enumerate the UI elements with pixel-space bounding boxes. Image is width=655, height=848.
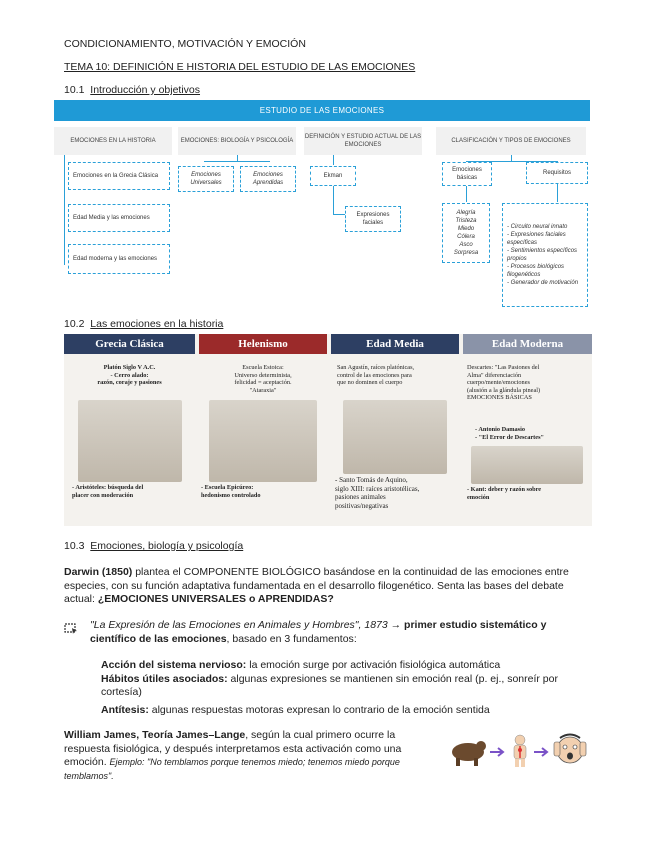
panel-text-bottom: - Aristóteles: búsqueda del placer con moderación — [72, 484, 144, 499]
fundamentals-list: Acción del sistema nervioso: la emoción surge por activación fisiológica automática Hábitos útiles asociados: algunas expresiones se mantienen sin emoción real (p. ej., sonreír por cortesía) Antítesis: algunas respuestas motoras expresan lo contrario de la emoción sentida — [101, 659, 571, 717]
modern-thinkers-illustration — [471, 446, 583, 484]
history-illustration — [64, 334, 592, 526]
darwin-paragraph: Darwin (1850) plantea el COMPONENTE BIOLÓGICO basándose en la continuidad de las emociones entre especies, con su función adaptativa fundamentada en el desarrollo filogenético. Senta las bases del debate actual: ¿EMOCIONES UNIVERSALES o APRENDIDAS? — [64, 566, 569, 605]
panel-title: Edad Moderna — [463, 334, 592, 354]
section-title: Introducción y objetivos — [90, 84, 201, 96]
william-james-paragraph: William James, Teoría James–Lange, según la cual primero ocurre la respuesta fisiológica, y después interpretamos esta activación como una emoción. Ejemplo: "No temblamos porque tenemos miedo; tenemos miedo porque temblamos". — [64, 729, 402, 781]
connector — [333, 155, 334, 165]
panel-text-mid: - Antonio Damasio - "El Error de Descartes" — [475, 426, 545, 441]
col1-item-2: Edad Media y las emociones — [68, 204, 170, 232]
chariot-illustration — [209, 400, 317, 482]
panel-text-top: Platón Siglo V A.C. - Cerro alado: razón, coraje y pasiones — [97, 364, 162, 386]
concept-map-title: ESTUDIO DE LAS EMOCIONES — [54, 100, 590, 121]
basic-emotion: Alegría — [456, 210, 476, 216]
col1-item-3: Edad moderna y las emociones — [68, 244, 170, 274]
requirement: - Expresiones faciales específicas — [507, 232, 566, 246]
panel-text-bottom: - Escuela Epicúreo: hedonismo controlado — [201, 484, 261, 499]
connector — [204, 161, 270, 162]
darwin-book: "La Expresión de las Emociones en Animales y Hombres", 1873 → primer estudio sistemático y científico de las emociones, basado en 3 fundamentos: — [90, 619, 547, 645]
arrow-icon — [490, 748, 503, 756]
basic-emotion: Miedo — [457, 226, 475, 232]
col2-item-2: Emociones Aprendidas — [240, 166, 296, 192]
section-number: 10.3 — [64, 540, 85, 552]
section-title: Emociones, biología y psicología — [90, 540, 244, 552]
saints-illustration — [343, 400, 447, 474]
panel-title: Helenismo — [199, 334, 327, 354]
col4-basic-head: Emociones básicas — [442, 162, 492, 186]
cursor-icon — [64, 621, 78, 633]
philosophers-illustration — [78, 400, 182, 482]
body-icon — [514, 735, 526, 767]
col4-head: CLASIFICACIÓN Y TIPOS DE EMOCIONES — [436, 127, 586, 155]
bear-icon — [452, 741, 486, 766]
fundamental-1: Acción del sistema nervioso: la emoción surge por activación fisiológica automática — [101, 659, 501, 671]
panel-edad-media — [331, 334, 459, 526]
col1-head: EMOCIONES EN LA HISTORIA — [54, 127, 172, 155]
panel-text-top: San Agustín, raíces platónicas, control de las emociones para que no dominen el cuerpo — [337, 364, 415, 386]
james-lange-illustration — [448, 732, 594, 768]
section-heading-10-1 — [64, 84, 200, 97]
col3-item-2: Expresiones faciales — [345, 206, 401, 232]
section-heading-10-3 — [64, 540, 243, 553]
course-title: CONDICIONAMIENTO, MOTIVACIÓN Y EMOCIÓN — [64, 38, 306, 50]
basic-emotion: Cólera — [457, 234, 475, 240]
panel-text-top: Descartes: "Las Pasiones del Alma" diferenciación cuerpo/mente/emociones (alusión a la glándula pineal) EMOCIONES BÁSICAS — [467, 364, 541, 401]
panel-helenismo — [199, 334, 327, 526]
concept-map — [54, 100, 590, 310]
connector — [466, 186, 467, 202]
panel-text-top: Escuela Estoica: Universo determinista, felicidad = aceptación. "Ataraxia" — [234, 364, 292, 394]
panel-edad-moderna — [463, 334, 592, 526]
col2-head: EMOCIONES: BIOLOGÍA Y PSICOLOGÍA — [178, 127, 296, 155]
basic-emotion: Asco — [459, 242, 473, 248]
arrow-icon — [534, 748, 547, 756]
basic-emotion: Tristeza — [455, 218, 477, 224]
col2-item-1: Emociones Universales — [178, 166, 234, 192]
col4-req-head: Requisitos — [526, 162, 588, 184]
section-number: 10.1 — [64, 84, 85, 96]
requirements-list — [502, 203, 588, 307]
connector — [557, 184, 558, 202]
section-title: Las emociones en la historia — [90, 318, 224, 330]
panel-grecia-clasica — [64, 334, 195, 526]
panel-text-bottom: - Santo Tomás de Aquino, siglo XIII: raíces aristotélicas, pasiones animales positivas/negativas — [335, 476, 420, 510]
fundamental-2: Hábitos útiles asociados: algunas expresiones se mantienen sin emoción real (p. ej., sonreír por — [101, 672, 558, 685]
connector — [333, 214, 345, 215]
panel-title: Edad Media — [331, 334, 459, 354]
requirement: - Circuito neural innato — [507, 224, 568, 230]
panel-text-bottom: - Kant: deber y razón sobre emoción — [467, 486, 542, 501]
requirement: - Sentimientos específicos propios — [507, 248, 578, 262]
fundamental-3: Antítesis: algunas respuestas motoras expresan lo contrario de la emoción sentida — [101, 703, 490, 716]
requirement: - Procesos biológicos filogenéticos — [507, 264, 565, 278]
col3-item-1: Ekman — [310, 166, 356, 186]
scared-face-icon — [554, 735, 586, 764]
connector — [333, 186, 334, 214]
requirement: - Generador de motivación — [507, 280, 579, 286]
topic-title: TEMA 10: DEFINICIÓN E HISTORIA DEL ESTUDIO DE LAS EMOCIONES — [64, 61, 416, 73]
connector — [64, 155, 65, 265]
section-heading-10-2 — [64, 318, 223, 331]
basic-emotion: Sorpresa — [453, 250, 479, 256]
basic-emotions-list — [442, 203, 490, 263]
section-number: 10.2 — [64, 318, 85, 330]
panel-title: Grecia Clásica — [64, 334, 195, 354]
col1-item-1: Emociones en la Grecia Clásica — [68, 162, 170, 190]
col3-head: DEFINICIÓN Y ESTUDIO ACTUAL DE LAS EMOCIONES — [304, 127, 422, 155]
